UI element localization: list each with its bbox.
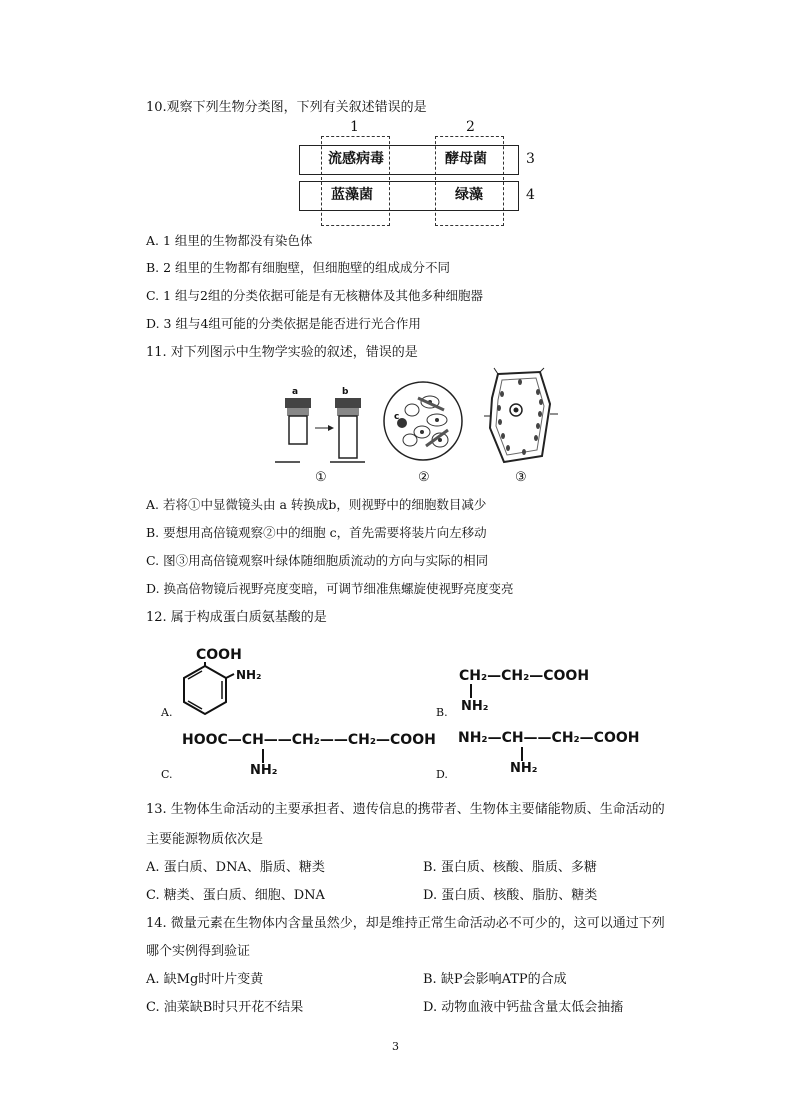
fig1-label: ① [315, 470, 327, 485]
q12-d-label: D. [436, 768, 448, 781]
q10-cell-yeast: 酵母菌 [445, 151, 487, 167]
q14-stem-line1: 14. 微量元素在生物体内含量虽然少，却是维持正常生命活动必不可少的，这可以通过下列 [146, 916, 665, 931]
q12-a-nh2: NH₂ [236, 668, 262, 682]
q11-stem: 11. 对下列图示中生物学实验的叙述，错误的是 [146, 345, 418, 360]
plant-cell-figure [484, 368, 558, 468]
q11-option-c: C. 图③用高倍镜观察叶绿体随细胞质流动的方向与实际的相同 [146, 553, 489, 568]
q10-row3-label: 3 [526, 151, 535, 167]
q12-b-label: B. [436, 706, 448, 719]
q11-option-a: A. 若将①中显微镜头由 a 转换成b，则视野中的细胞数目减少 [146, 497, 487, 512]
bond-line [521, 747, 525, 761]
q12-a-label: A. [161, 706, 173, 719]
q12-stem: 12. 属于构成蛋白质氨基酸的是 [146, 610, 327, 625]
q12-c-label: C. [161, 768, 173, 781]
q10-option-c: C. 1 组与2组的分类依据可能是有无核糖体及其他多种细胞器 [146, 288, 483, 303]
q10-col1-label: 1 [350, 119, 359, 135]
lens-b-label: b [342, 387, 349, 397]
q10-option-b: B. 2 组里的生物都有细胞壁，但细胞壁的组成成分不同 [146, 260, 451, 275]
q10-cell-flu: 流感病毒 [328, 151, 384, 167]
q14-option-c: C. 油菜缺B时只开花不结果 [146, 1000, 304, 1015]
benzene-ring-icon [178, 664, 238, 724]
cell-c-label: c [394, 412, 400, 422]
page-number: 3 [392, 1040, 399, 1053]
q13-option-c: C. 糖类、蛋白质、细胞、DNA [146, 888, 325, 903]
q12-a-cooh: COOH [196, 647, 242, 663]
fig2-label: ② [418, 470, 430, 485]
objective-lens-figure [270, 380, 380, 470]
q10-cell-cyano: 蓝藻菌 [331, 187, 373, 203]
q12-b-chain: CH₂—CH₂—COOH [459, 668, 590, 684]
q11-option-d: D. 换高倍物镜后视野亮度变暗，可调节细准焦螺旋使视野亮度变亮 [146, 581, 514, 596]
q10-option-a: A. 1 组里的生物都没有染色体 [146, 233, 313, 248]
q14-option-a: A. 缺Mg时叶片变黄 [146, 972, 264, 987]
q10-cell-green: 绿藻 [455, 187, 483, 203]
q12-d-chain: NH₂—CH——CH₂—COOH [458, 730, 640, 746]
q13-option-b: B. 蛋白质、核酸、脂质、多糖 [423, 860, 597, 875]
q10-option-d: D. 3 组与4组可能的分类依据是能否进行光合作用 [146, 316, 421, 331]
q13-option-d: D. 蛋白质、核酸、脂肪、糖类 [423, 888, 598, 903]
q14-stem-line2: 哪个实例得到验证 [146, 944, 251, 959]
q12-b-nh2: NH₂ [461, 699, 489, 714]
q10-row4-label: 4 [526, 187, 535, 203]
fig3-label: ③ [515, 470, 527, 485]
q14-option-d: D. 动物血液中钙盐含量太低会抽搐 [423, 1000, 624, 1015]
bond-line [262, 749, 266, 763]
q10-stem: 10.观察下列生物分类图，下列有关叙述错误的是 [146, 100, 427, 115]
q10-col2-label: 2 [466, 119, 475, 135]
q11-option-b: B. 要想用高倍镜观察②中的细胞 c，首先需要将装片向左移动 [146, 525, 487, 540]
q13-stem-line1: 13. 生物体生命活动的主要承担者、遗传信息的携带者、生物体主要储能物质、生命活动的 [146, 802, 665, 817]
q12-d-nh2: NH₂ [510, 761, 538, 776]
bond-line [470, 684, 474, 698]
q14-option-b: B. 缺P会影响ATP的合成 [423, 972, 567, 987]
q13-option-a: A. 蛋白质、DNA、脂质、糖类 [146, 860, 325, 875]
q12-c-chain: HOOC—CH——CH₂——CH₂—COOH [182, 732, 436, 748]
q13-stem-line2: 主要能源物质依次是 [146, 832, 264, 847]
lens-a-label: a [292, 387, 299, 397]
q12-c-nh2: NH₂ [250, 763, 278, 778]
